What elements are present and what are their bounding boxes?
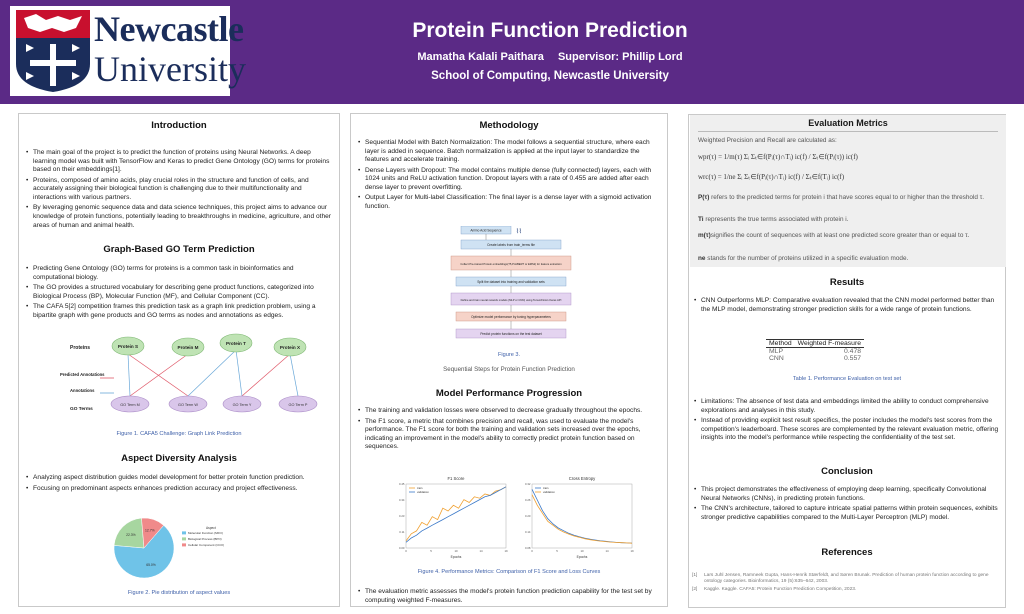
- list-item: • Predicting Gene Ontology (GO) terms for proteins is a common task in bioinformatics and computational biology.: [26, 265, 332, 282]
- conclusion-title: Conclusion: [821, 466, 873, 477]
- list-item: • Dense Layers with Dropout: The model contains multiple dense (fully connected) layers, each with 1024 units and ReLU activation function. Dropout layers with a rate of 0.455 are added after each dense layer to prevent overfitting.: [358, 167, 660, 193]
- row-label-proteins: Proteins: [70, 345, 91, 351]
- evaluation-intro: Weighted Precision and Recall are calculated as:: [698, 137, 837, 144]
- flow-step-label: Optimize model performance by tuning hyperparameters: [471, 314, 551, 319]
- performance-closing: [358, 588, 660, 607]
- y-tick-label: 0.23: [399, 514, 405, 518]
- flow-step: [451, 256, 571, 270]
- x-tick-label: 14: [479, 549, 483, 553]
- list-item: • Sequential Model with Batch Normalization: The model follows a sequential structure, where each layer is added in sequence. Batch normalization is applied at the input layer to standardize the features and accelerate training.: [358, 139, 660, 165]
- table-row: [766, 355, 864, 362]
- y-tick-label: 0.45: [399, 482, 405, 486]
- evaluation-metrics-box: [690, 115, 1006, 267]
- flow-step: [456, 312, 566, 321]
- series-line-train: [532, 489, 632, 543]
- f1-score-chart: [390, 472, 512, 564]
- reference-number: [2]: [692, 587, 698, 593]
- protein-node-label: Protein M: [177, 345, 199, 350]
- methodology-bullets: [358, 139, 660, 214]
- methodology-flowchart: [440, 226, 600, 342]
- table-1-caption: Table 1. Performance Evaluation on test set: [792, 376, 902, 382]
- x-tick-label: 5: [556, 549, 558, 553]
- graph-go-bullets: [26, 265, 332, 322]
- legend-label: train: [417, 486, 423, 490]
- evaluation-title-rule: [698, 131, 998, 132]
- formula-wpr: wpr(τ) = 1/m(τ) Σᵢ Σₜ∈f(Pᵢ(τ)∩Tᵢ) ic(f) / Σₜ∈f(Pᵢ(τ)) ic(f): [698, 153, 858, 161]
- school-affiliation: School of Computing, Newcastle University: [431, 70, 669, 82]
- cross-entropy-chart: [516, 472, 638, 564]
- figure-3-caption: Sequential Steps for Protein Function Prediction: [443, 366, 575, 373]
- list-item: • Analyzing aspect distribution guides model development for better protein function prediction.: [26, 474, 332, 483]
- aspect-pie-chart: [108, 510, 288, 586]
- protein-node-label: Protein S: [117, 344, 139, 349]
- x-tick-label: 0: [531, 549, 533, 553]
- go-term-nodes: [111, 396, 317, 412]
- def-text: signifies the count of sequences with at least one predicted score greater than or equal to τ.: [710, 232, 970, 239]
- introduction-bullets: [26, 149, 332, 232]
- list-item: • CNN Outperforms MLP: Comparative evaluation revealed that the CNN model performed better than the MLP model, demonstrating stronger prediction skills for a wide range of protein functions.: [694, 297, 1000, 314]
- def-term: ne: [698, 255, 706, 262]
- protein-node-label: Protein X: [279, 345, 301, 350]
- def-term: Ti: [698, 216, 704, 223]
- x-tick-label: 5: [430, 549, 432, 553]
- evaluation-def: [698, 216, 998, 225]
- list-item: • Output Layer for Multi-label Classification: The final layer is a dense layer with a sigmoid activation function.: [358, 194, 660, 211]
- supervisor-name: Supervisor: Phillip Lord: [557, 51, 683, 63]
- protein-nodes: [112, 334, 306, 356]
- table-cell: 0.478: [844, 348, 862, 355]
- go-term-node-label: GO Term W: [178, 403, 198, 407]
- series-line-validation: [532, 495, 632, 544]
- y-tick-label: 0.14: [525, 530, 531, 534]
- aspect-bullets: [26, 474, 332, 495]
- introduction-title: Introduction: [151, 120, 207, 131]
- list-item: • The training and validation losses were observed to decrease gradually throughout the epochs.: [358, 407, 660, 416]
- table-cell: CNN: [769, 355, 784, 362]
- table-header: Weighted F-measure: [795, 340, 864, 348]
- pie-slice-label: 12.7%: [144, 528, 155, 533]
- flow-step: [456, 277, 566, 286]
- pie-legend-label: Molecular Function (MFO): [188, 531, 223, 535]
- flow-step-label: Define and train neural network models (MLP or CNN) using TensorFlow's Keras API: [460, 299, 562, 302]
- list-item: • Instead of providing explicit test result specifics, the poster includes the model's test scores from the competition's leaderboard. These scores are complemented by the relevant evaluation metric, offering insights into the model's performance while respecting the confidentiality of the test set.: [694, 417, 1000, 443]
- reference-item: [692, 573, 1002, 585]
- go-term-node-label: GO Term M: [120, 403, 140, 407]
- results-table: [766, 339, 864, 362]
- performance-bullets: [358, 407, 660, 454]
- x-axis-label: Epochs: [576, 555, 588, 559]
- performance-title: Model Performance Progression: [435, 388, 583, 399]
- list-item: • The evaluation metric assesses the model's protein function prediction capability for the test set by computing weighted F-measures.: [358, 588, 660, 605]
- pie-legend-swatch: [182, 543, 186, 546]
- list-item: • The GO provides a structured vocabulary for describing gene product functions, categorized into Biological Process (BP), Molecular Function (MF), and Cellular Component (CC).: [26, 284, 332, 301]
- table-header: Method: [766, 340, 795, 348]
- results-bullet: [694, 297, 1000, 316]
- list-item: • The CAFA 5[2] competition frames this prediction task as a graph link prediction problem, using a bipartite graph with gene products and GO terms as nodes and annotations as edges.: [26, 303, 332, 320]
- x-tick-label: 14: [605, 549, 609, 553]
- flow-step-label: Create labels from train_terms file: [487, 242, 535, 247]
- pie-legend-swatch: [182, 537, 186, 540]
- y-tick-label: 0.26: [525, 498, 531, 502]
- def-term: m(τ): [698, 232, 711, 239]
- list-item: • The main goal of the project is to predict the function of proteins using Neural Networks. A deep learning model was built with TensorFlow and Keras to predict Gene Ontology (GO) terms for proteins based on their embeddings[1].: [26, 149, 332, 175]
- y-tick-label: 0.00: [399, 546, 405, 550]
- y-tick-label: 0.32: [525, 482, 531, 486]
- table-cell: MLP: [769, 348, 783, 355]
- table-header-row: [766, 340, 864, 348]
- formula-wrc: wrc(τ) = 1/ne Σᵢ Σₜ∈f(Pᵢ(τ)∩Tᵢ) ic(f) / Σₜ∈f(Tᵢ) ic(f): [698, 173, 845, 181]
- list-item: • Focusing on predominant aspects enhances prediction accuracy and project effectiveness.: [26, 485, 332, 494]
- series-line-validation: [406, 487, 506, 543]
- reference-text: Kaggle. Kaggle. CAFA5: Protein Function Prediction Competition, 2023.: [704, 587, 857, 593]
- references-list: [692, 573, 1002, 596]
- figure-1-caption: Figure 1. CAFA5 Challenge: Graph Link Prediction: [116, 431, 242, 437]
- dna-icon: ⌇⌇: [516, 229, 522, 235]
- flow-step: [461, 240, 561, 249]
- flow-step: [451, 293, 571, 305]
- flow-step-label: Collect Pre-trained Protein embeddings(T5,ProtBERT or EMS2) for feature extraction: [460, 263, 562, 266]
- flow-step: [461, 226, 511, 234]
- x-tick-label: 19: [504, 549, 508, 553]
- aspect-title: Aspect Diversity Analysis: [121, 453, 237, 464]
- evaluation-def: [698, 194, 998, 203]
- go-term-node-label: GO Term Y: [232, 403, 252, 407]
- def-text: refers to the predicted terms for protein i that have scores equal to or higher than the threshold τ.: [709, 194, 985, 201]
- chart-title: F1 Score: [447, 476, 465, 481]
- legend-label: validation: [543, 490, 555, 494]
- list-item: • Proteins, composed of amino acids, play crucial roles in the structure and function of cells, and accurately assigning their biological function is challenging due to their multifunctionality and interactions with various partners.: [26, 177, 332, 203]
- pie-legend-title: Aspect: [206, 526, 216, 530]
- flow-step: [456, 329, 566, 338]
- results-bullets: [694, 398, 1000, 445]
- row-label-predicted: Predicted Annotations: [60, 372, 105, 377]
- bipartite-graph-figure: [60, 332, 330, 424]
- def-text: represents the true terms associated with protein i.: [703, 216, 849, 223]
- logo-text-university: University: [94, 49, 246, 89]
- methodology-title: Methodology: [479, 120, 539, 131]
- list-item: • This project demonstrates the effectiveness of employing deep learning, specifically Convolutional Neural Networks (CNNs), in predicting protein functions.: [694, 486, 1000, 503]
- poster-header: [0, 0, 1024, 104]
- list-item: • The CNN's architecture, tailored to capture intricate spatial patterns within protein sequences, exhibits stronger predictive capabilities compared to the Multi-Layer Perceptron (MLP) model.: [694, 505, 1000, 522]
- pie-slice-label: 65.0%: [146, 563, 156, 568]
- results-title: Results: [829, 277, 865, 288]
- reference-text: Lars Juhl Jensen, Ramneek Gupta, Hans-Henrik Stærfeldt, and Søren Brunak. Prediction of human protein function according to gene ontology categories. Bioinformatics, 19 (5):635–642, 2003.: [704, 573, 989, 585]
- y-tick-label: 0.11: [399, 530, 405, 534]
- flow-step-label: Split the dataset into training and validation sets: [477, 279, 545, 284]
- pie-legend-label: Biological Process (BPO): [188, 537, 222, 541]
- def-term: P(τ): [698, 194, 710, 201]
- university-logo: [10, 6, 246, 96]
- poster-title: Protein Function Prediction: [412, 19, 688, 42]
- figure-2-caption: Figure 2. Pie distribution of aspect values: [127, 590, 231, 596]
- references-title: References: [821, 547, 873, 558]
- legend-label: validation: [417, 490, 429, 494]
- figure-3-label: Figure 3.: [497, 352, 521, 358]
- go-term-node-label: GO Term P: [288, 403, 308, 407]
- y-tick-label: 0.20: [525, 514, 531, 518]
- table-cell: 0.557: [844, 355, 862, 362]
- evaluation-def: [698, 255, 998, 264]
- y-tick-label: 0.08: [525, 546, 531, 550]
- author-line: [300, 51, 800, 63]
- protein-node-label: Protein T: [226, 341, 246, 346]
- legend-label: train: [543, 486, 549, 490]
- x-tick-label: 10: [454, 549, 458, 553]
- def-text: stands for the number of proteins utilized in a specific evaluation mode.: [705, 255, 909, 262]
- x-tick-label: 10: [580, 549, 584, 553]
- evaluation-title: Evaluation Metrics: [808, 118, 888, 128]
- evaluation-def: [698, 232, 998, 241]
- x-tick-label: 0: [405, 549, 407, 553]
- list-item: • By leveraging genomic sequence data and data science techniques, this project aims to advance our knowledge of protein functions, potentially leading to breakthroughs in medicine, agriculture, and other areas of human and animal health.: [26, 204, 332, 230]
- row-label-go-terms: GO Terms: [70, 407, 93, 412]
- shield-icon: [16, 10, 90, 92]
- y-tick-label: 0.34: [399, 498, 405, 502]
- table-row: [766, 348, 864, 356]
- author-name: Mamatha Kalali Paithara: [417, 51, 544, 63]
- pie-legend-label: Cellular Component (CCO): [188, 543, 225, 547]
- chart-title: Cross Entropy: [568, 476, 596, 481]
- flow-step-label: Amino Acid Sequence: [470, 228, 502, 233]
- graph-edges: [128, 350, 298, 396]
- pie-legend-swatch: [182, 531, 186, 534]
- flow-step-label: Predict protein functions on the test dataset: [480, 331, 542, 336]
- reference-number: [1]: [692, 573, 698, 578]
- list-item: • Limitations: The absence of test data and embeddings limited the ability to conduct comprehensive explorations and analyses in this study.: [694, 398, 1000, 415]
- conclusion-bullets: [694, 486, 1000, 524]
- figure-4-caption: Figure 4. Performance Metrics: Comparison of F1 Score and Loss Curves: [417, 569, 601, 575]
- pie-slice-label: 22.3%: [126, 532, 136, 537]
- graph-go-title: Graph-Based GO Term Prediction: [103, 244, 255, 255]
- list-item: • The F1 score, a metric that combines precision and recall, was used to evaluate the model's performance. The F1 score for both the training and validation sets increased over the epochs, indicating an improvement in the model's ability to correctly predict protein function based on sequences.: [358, 418, 660, 452]
- logo-text-newcastle: Newcastle: [94, 9, 244, 49]
- x-axis-label: Epochs: [450, 555, 462, 559]
- reference-item: [692, 587, 1002, 593]
- x-tick-label: 19: [630, 549, 634, 553]
- row-label-annotations: Annotations: [70, 388, 95, 393]
